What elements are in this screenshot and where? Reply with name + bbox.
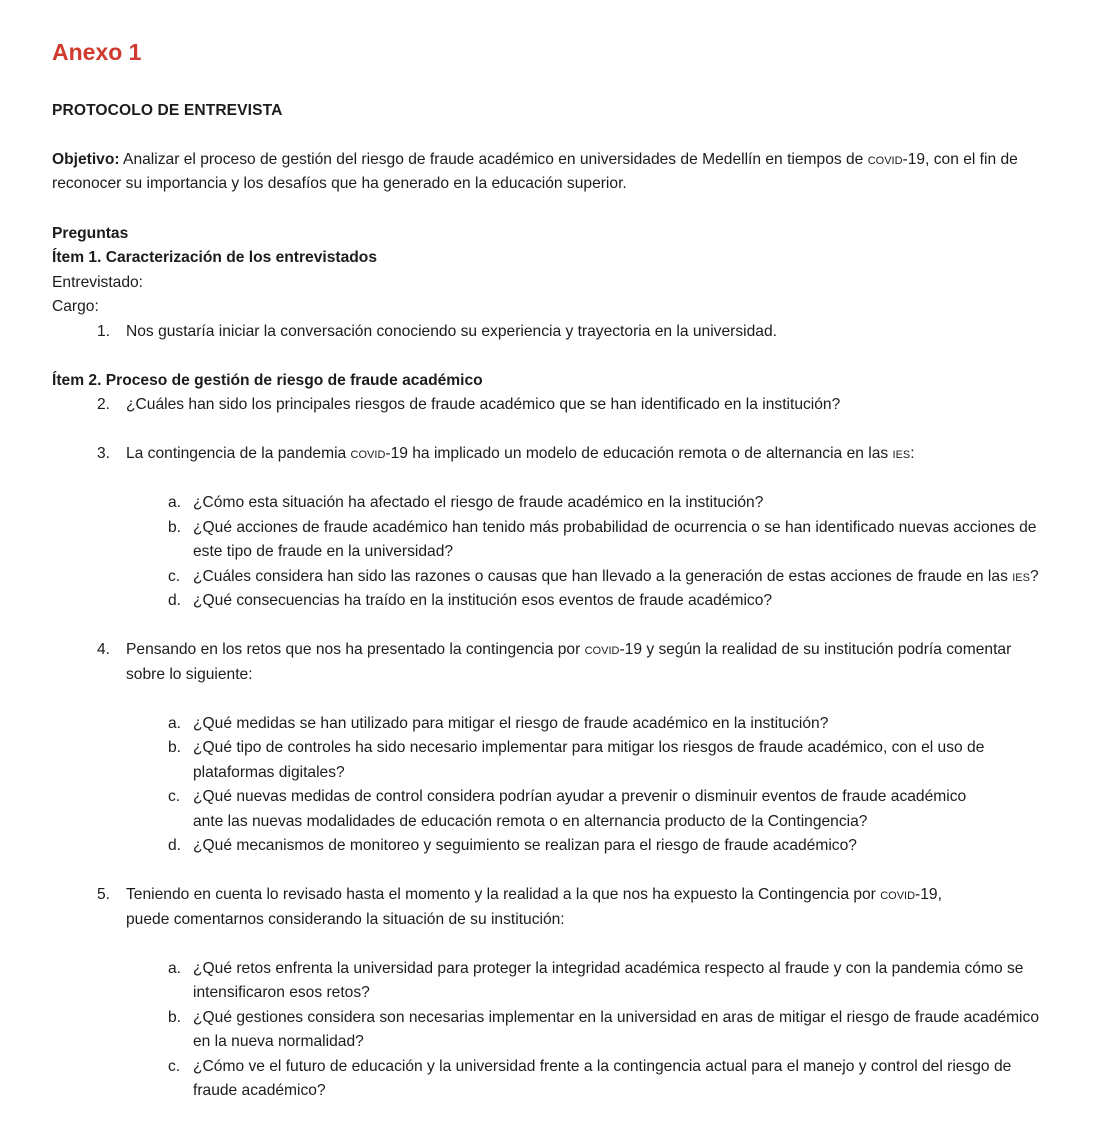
question-text-mid: -19 ha implicado un modelo de educación remota o de alternancia en las (385, 445, 893, 462)
sub-text: ¿Cómo ve el futuro de educación y la universidad frente a la contingencia actual para el manejo y control del riesgo de fraude académico? (193, 1057, 1012, 1099)
sub-text (193, 568, 1039, 585)
question-3-sub-b (52, 516, 1052, 565)
sub-text-after: ? (1029, 567, 1039, 585)
question-text (126, 641, 1011, 683)
question-5-sub-b (52, 1006, 1052, 1055)
sub-text: ¿Qué gestiones considera son necesarias implementar en la universidad en aras de mitigar el riesgo de fraude académico en la nueva normalidad? (193, 1008, 1039, 1050)
question-4-sub-c (52, 785, 1052, 834)
question-number: 3. (97, 445, 111, 462)
question-text-line-1 (126, 886, 942, 903)
sub-text-line-1: ¿Qué nuevas medidas de control considera podrían ayudar a prevenir o disminuir eventos de fraude académico (193, 788, 967, 805)
question-text-after: : (910, 445, 915, 462)
question-text-before: Pensando en los retos que nos ha presentado la contingencia por (126, 641, 585, 658)
covid-acronym: covid (350, 445, 386, 462)
question-2 (52, 393, 1052, 418)
objective-paragraph (52, 148, 1052, 197)
question-text-after: -19, (915, 886, 942, 903)
question-text-before: Teniendo en cuenta lo revisado hasta el momento y la realidad a la que nos ha expuesto la Contingencia por (126, 886, 881, 903)
covid-acronym: covid (584, 641, 620, 658)
item2-heading: Ítem 2. Proceso de gestión de riesgo de fraude académico (52, 371, 483, 389)
sub-text: ¿Qué tipo de controles ha sido necesario implementar para mitigar los riesgos de fraude académico, con el uso de plataformas digitales? (193, 739, 985, 781)
question-text-after: -19 y según la realidad de su institución podría comentar sobre lo siguiente: (126, 641, 1012, 683)
sub-text-line-2: ante las nuevas modalidades de educación remota o en alternancia producto de la Contingencia? (193, 812, 868, 830)
covid-acronym: covid (880, 886, 916, 903)
sub-text: ¿Qué medidas se han utilizado para mitigar el riesgo de fraude académico en la institución? (193, 714, 829, 732)
sub-text: ¿Qué consecuencias ha traído en la institución esos eventos de fraude académico? (193, 592, 773, 609)
question-3 (52, 442, 1052, 467)
interviewee-label: Entrevistado: (52, 273, 144, 291)
item1-heading: Ítem 1. Caracterización de los entrevistados (52, 249, 377, 266)
covid-acronym: covid (867, 150, 903, 168)
question-4-sub-b (52, 736, 1052, 785)
sub-text: ¿Qué retos enfrenta la universidad para proteger la integridad académica respecto al fraude y con la pandemia cómo se intensificaron esos retos? (193, 959, 1024, 1001)
sub-letter: b. (168, 518, 182, 536)
question-5 (52, 883, 1052, 932)
question-text: Nos gustaría iniciar la conversación conociendo su experiencia y trayectoria en la universidad. (126, 322, 777, 340)
question-3-sub-c (52, 565, 1052, 590)
annex-title: Anexo 1 (52, 39, 142, 65)
objective-label: Objetivo: (52, 150, 120, 168)
sub-letter: b. (168, 739, 182, 756)
sub-text-before: ¿Cuáles considera han sido las razones o causas que han llevado a la generación de estas acciones de fraude en las (193, 567, 1013, 585)
question-text-line-2: puede comentarnos considerando la situación de su institución: (126, 910, 565, 928)
question-number: 2. (97, 396, 111, 413)
question-number: 4. (97, 641, 111, 658)
sub-letter: a. (168, 714, 182, 732)
objective-text-before: Analizar el proceso de gestión del riesgo de fraude académico en universidades de Medellín en tiempos de (119, 150, 868, 168)
objective-text-after: -19, con el fin de reconocer su importancia y los desafíos que ha generado en la educación superior. (52, 150, 1018, 192)
sub-letter: a. (168, 959, 182, 977)
protocol-heading: PROTOCOLO DE ENTREVISTA (52, 102, 283, 119)
sub-letter: a. (168, 494, 182, 511)
question-text-before: La contingencia de la pandemia (126, 445, 351, 462)
question-5-sub-a (52, 957, 1052, 1006)
questions-heading: Preguntas (52, 224, 129, 242)
question-3-sub-d (52, 589, 1052, 614)
sub-text: ¿Qué acciones de fraude académico han tenido más probabilidad de ocurrencia o se han identificado nuevas acciones de este tipo de fraude en la universidad? (193, 518, 1037, 560)
document-page (52, 36, 1052, 1104)
position-label: Cargo: (52, 298, 99, 315)
question-4-sub-d (52, 834, 1052, 859)
question-text (126, 445, 915, 462)
question-5-sub-c (52, 1055, 1052, 1104)
sub-text: ¿Cómo esta situación ha afectado el riesgo de fraude académico en la institución? (193, 494, 764, 511)
question-number: 1. (97, 322, 111, 340)
sub-letter: c. (168, 567, 181, 585)
sub-text: ¿Qué mecanismos de monitoreo y seguimiento se realizan para el riesgo de fraude académico? (193, 837, 857, 854)
question-number: 5. (97, 886, 111, 903)
sub-letter: c. (168, 788, 181, 805)
question-4-sub-a (52, 712, 1052, 737)
sub-letter: b. (168, 1008, 182, 1026)
question-3-sub-a (52, 491, 1052, 516)
sub-letter: d. (168, 592, 182, 609)
question-text: ¿Cuáles han sido los principales riesgos de fraude académico que se han identificado en la institución? (126, 396, 841, 413)
ies-acronym: ies (1012, 567, 1030, 585)
question-1 (52, 320, 1052, 345)
question-4 (52, 638, 1052, 687)
sub-letter: d. (168, 837, 182, 854)
sub-letter: c. (168, 1057, 181, 1075)
ies-acronym: ies (892, 445, 911, 462)
